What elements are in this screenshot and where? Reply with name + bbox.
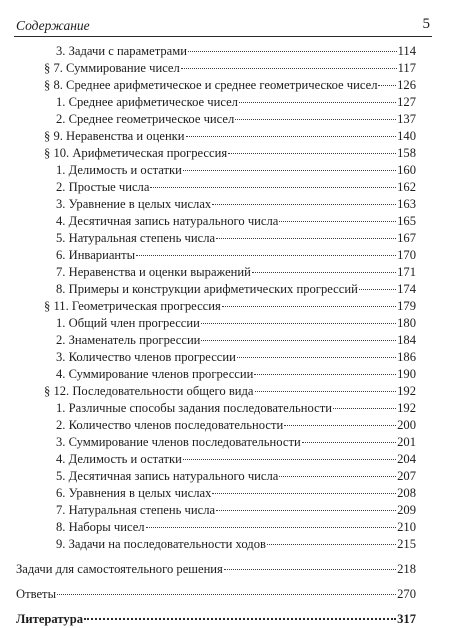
toc-entry bbox=[16, 383, 416, 400]
toc-entry bbox=[16, 196, 416, 213]
page-number: 5 bbox=[422, 16, 430, 32]
toc-entry-title: 2. Знаменатель прогрессии bbox=[56, 333, 201, 347]
toc-entry bbox=[16, 60, 416, 77]
toc-entry bbox=[16, 247, 416, 264]
dot-leader bbox=[186, 135, 397, 137]
toc-entry-title: 4. Суммирование членов прогрессии bbox=[56, 367, 254, 381]
toc-entry-page: 204 bbox=[397, 452, 416, 466]
dot-leader bbox=[254, 373, 396, 375]
toc-entry-page: 184 bbox=[397, 333, 416, 347]
toc-entry-title: Задачи для самостоятельного решения bbox=[16, 562, 223, 576]
toc-entry-title: 3. Суммирование членов последовательности bbox=[56, 435, 301, 449]
dot-leader bbox=[201, 322, 396, 324]
toc-entry-title: 1. Среднее арифметическое чисел bbox=[56, 95, 238, 109]
dot-leader bbox=[57, 593, 396, 595]
toc-entry-page: 170 bbox=[397, 248, 416, 262]
toc-entry bbox=[16, 349, 416, 366]
toc-entry-page: 179 bbox=[397, 299, 416, 313]
dot-leader bbox=[224, 568, 396, 570]
toc-entry-page: 317 bbox=[397, 612, 416, 626]
toc-entry-title: 6. Уравнения в целых числах bbox=[56, 486, 212, 500]
dot-leader bbox=[150, 186, 396, 188]
running-header bbox=[14, 14, 432, 37]
toc-entry-title: § 10. Арифметическая прогрессия bbox=[44, 146, 228, 160]
toc-entry-page: 190 bbox=[397, 367, 416, 381]
toc-entry-page: 162 bbox=[397, 180, 416, 194]
toc-entry bbox=[16, 213, 416, 230]
toc-entry-page: 126 bbox=[397, 78, 416, 92]
dot-leader bbox=[378, 84, 396, 86]
toc-entry-page: 208 bbox=[397, 486, 416, 500]
toc-entry bbox=[16, 468, 416, 485]
dot-leader bbox=[146, 526, 397, 528]
toc-entry-page: 186 bbox=[397, 350, 416, 364]
dot-leader bbox=[181, 67, 397, 69]
toc-entry-title: 3. Задачи с параметрами bbox=[56, 44, 187, 58]
toc-entry-title: 3. Количество членов прогрессии bbox=[56, 350, 236, 364]
toc-entry-page: 158 bbox=[397, 146, 416, 160]
dot-leader bbox=[216, 237, 396, 239]
toc-entry bbox=[16, 179, 416, 196]
toc-entry-title: 6. Инварианты bbox=[56, 248, 136, 262]
toc-entry bbox=[16, 400, 416, 417]
toc-entry-title: 7. Натуральная степень числа bbox=[56, 503, 216, 517]
toc-entry-title: 4. Делимость и остатки bbox=[56, 452, 182, 466]
toc-entry-page: 174 bbox=[397, 282, 416, 296]
toc-entry-title: 4. Десятичная запись натурального числа bbox=[56, 214, 279, 228]
toc-entry-page: 163 bbox=[397, 197, 416, 211]
dot-leader bbox=[228, 152, 396, 154]
toc-entry bbox=[16, 485, 416, 502]
toc-entry bbox=[16, 417, 416, 434]
toc-entry bbox=[16, 298, 416, 315]
toc-entry-title: 5. Натуральная степень числа bbox=[56, 231, 216, 245]
toc-entry-title: 7. Неравенства и оценки выражений bbox=[56, 265, 251, 279]
running-title: Содержание bbox=[16, 18, 90, 33]
toc-entry-title: § 8. Среднее арифметическое и среднее геометрическое чисел bbox=[44, 78, 378, 92]
toc-entry bbox=[16, 145, 416, 162]
toc-entry-page: 165 bbox=[397, 214, 416, 228]
toc-entry-page: 270 bbox=[397, 587, 416, 601]
dot-leader bbox=[212, 492, 396, 494]
toc-entry-page: 114 bbox=[397, 44, 416, 58]
dot-leader bbox=[252, 271, 396, 273]
dot-leader bbox=[188, 50, 397, 52]
toc-entry bbox=[16, 366, 416, 383]
toc-entry bbox=[16, 230, 416, 247]
toc-entry-title: 2. Среднее геометрическое чисел bbox=[56, 112, 235, 126]
toc-entry bbox=[16, 281, 416, 298]
toc-entry-title: § 11. Геометрическая прогрессия bbox=[44, 299, 221, 313]
toc-entry-page: 201 bbox=[397, 435, 416, 449]
toc-entry bbox=[16, 586, 416, 603]
toc-entry-title: 1. Различные способы задания последовательности bbox=[56, 401, 332, 415]
toc-entry-page: 180 bbox=[397, 316, 416, 330]
toc-entry-page: 192 bbox=[397, 384, 416, 398]
dot-leader bbox=[279, 220, 396, 222]
toc-entry bbox=[16, 332, 416, 349]
toc-entry-page: 209 bbox=[397, 503, 416, 517]
dot-leader bbox=[237, 356, 396, 358]
toc-entry-title: 8. Наборы чисел bbox=[56, 520, 145, 534]
toc-entry-page: 117 bbox=[397, 61, 416, 75]
toc-entry-page: 171 bbox=[397, 265, 416, 279]
dot-leader bbox=[201, 339, 396, 341]
dot-leader bbox=[284, 424, 396, 426]
toc-entry bbox=[16, 128, 416, 145]
toc-entry-title: § 9. Неравенства и оценки bbox=[44, 129, 185, 143]
toc-entry-title: 8. Примеры и конструкции арифметических прогрессий bbox=[56, 282, 358, 296]
toc-entry-title: 2. Количество членов последовательности bbox=[56, 418, 284, 432]
dot-leader bbox=[212, 203, 396, 205]
toc-entry bbox=[16, 111, 416, 128]
toc-entry bbox=[16, 611, 416, 628]
toc-entry-title: 1. Общий член прогрессии bbox=[56, 316, 200, 330]
toc-entry bbox=[16, 43, 416, 60]
toc-entry-title: Литература bbox=[16, 612, 84, 626]
table-of-contents bbox=[16, 43, 416, 628]
toc-entry-page: 167 bbox=[397, 231, 416, 245]
dot-leader bbox=[235, 118, 396, 120]
toc-entry-page: 215 bbox=[397, 537, 416, 551]
dot-leader bbox=[222, 305, 396, 307]
toc-entry-page: 200 bbox=[397, 418, 416, 432]
dot-leader bbox=[333, 407, 396, 409]
toc-entry-page: 160 bbox=[397, 163, 416, 177]
toc-entry bbox=[16, 264, 416, 281]
dot-leader bbox=[267, 543, 396, 545]
toc-entry-title: 9. Задачи на последовательности ходов bbox=[56, 537, 266, 551]
dot-leader bbox=[136, 254, 396, 256]
toc-entry bbox=[16, 519, 416, 536]
toc-entry-title: 2. Простые числа bbox=[56, 180, 150, 194]
toc-entry-page: 210 bbox=[397, 520, 416, 534]
toc-entry-page: 207 bbox=[397, 469, 416, 483]
toc-entry bbox=[16, 94, 416, 111]
toc-entry-page: 127 bbox=[397, 95, 416, 109]
dot-leader bbox=[239, 101, 396, 103]
toc-entry-page: 218 bbox=[397, 562, 416, 576]
dot-leader bbox=[183, 458, 396, 460]
toc-entry bbox=[16, 77, 416, 94]
toc-entry bbox=[16, 536, 416, 553]
toc-entry-page: 140 bbox=[397, 129, 416, 143]
toc-entry-title: Ответы bbox=[16, 587, 57, 601]
toc-entry-title: § 12. Последовательности общего вида bbox=[44, 384, 254, 398]
toc-entry-page: 137 bbox=[397, 112, 416, 126]
toc-entry-title: 5. Десятичная запись натурального числа bbox=[56, 469, 279, 483]
dot-leader bbox=[216, 509, 396, 511]
toc-entry-title: § 7. Суммирование чисел bbox=[44, 61, 180, 75]
dot-leader bbox=[183, 169, 396, 171]
toc-entry bbox=[16, 162, 416, 179]
dot-leader bbox=[279, 475, 396, 477]
toc-entry bbox=[16, 502, 416, 519]
dot-leader bbox=[359, 288, 396, 290]
toc-entry-title: 3. Уравнение в целых числах bbox=[56, 197, 212, 211]
dot-leader bbox=[255, 390, 397, 392]
dot-leader bbox=[302, 441, 396, 443]
toc-entry-page: 192 bbox=[397, 401, 416, 415]
toc-entry bbox=[16, 561, 416, 578]
toc-entry bbox=[16, 315, 416, 332]
toc-entry bbox=[16, 434, 416, 451]
toc-entry-title: 1. Делимость и остатки bbox=[56, 163, 182, 177]
toc-entry bbox=[16, 451, 416, 468]
